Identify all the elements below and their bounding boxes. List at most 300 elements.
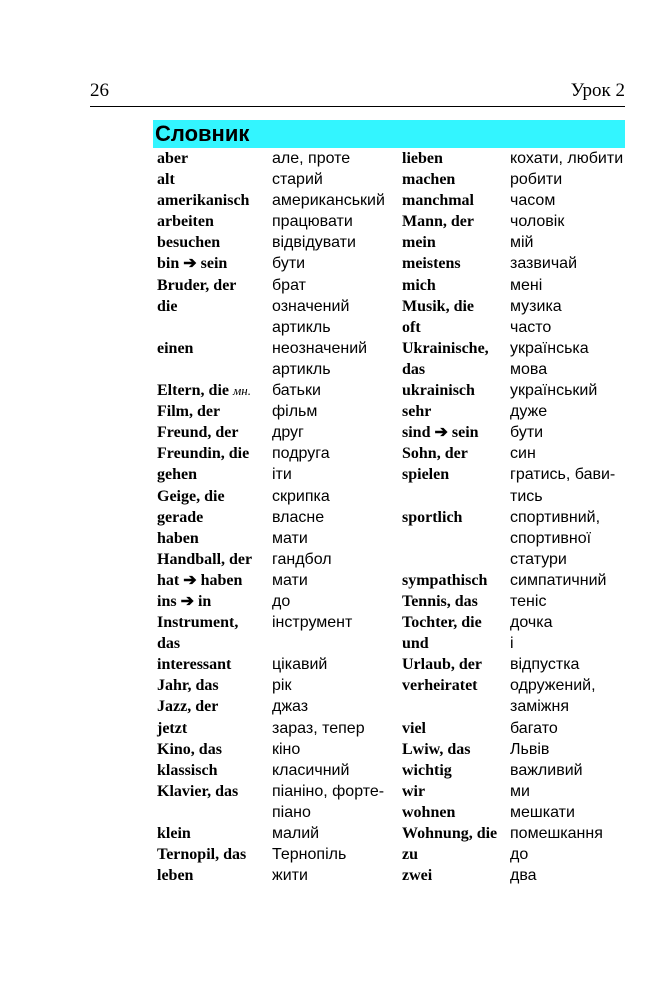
german-word: [398, 696, 506, 717]
vocabulary-row: [153, 296, 625, 317]
ukrainian-translation: [268, 169, 398, 190]
german-word: [398, 844, 506, 865]
german-word-text: besuchen: [157, 234, 221, 252]
ukrainian-translation-text: чоловік: [510, 213, 565, 231]
german-word: [153, 190, 268, 211]
german-word: [398, 486, 506, 507]
german-word-text: das: [157, 635, 181, 653]
ukrainian-translation: [268, 739, 398, 760]
german-word-text: Kino, das: [157, 740, 222, 758]
ukrainian-translation-text: мати: [272, 571, 308, 589]
ukrainian-translation-text: гандбол: [272, 550, 332, 568]
ukrainian-translation: [268, 718, 398, 739]
ukrainian-translation: [506, 275, 625, 296]
german-word: [398, 865, 506, 886]
vocabulary-row: [153, 781, 625, 802]
german-word-text: Ternopil, das: [157, 846, 247, 864]
ukrainian-translation: [268, 591, 398, 612]
german-word-text: Sohn, der: [402, 445, 468, 463]
german-word: [153, 675, 268, 696]
german-word-text: manchmal: [402, 192, 474, 210]
ukrainian-translation-text: цікавий: [272, 656, 328, 674]
german-word-text: und: [402, 635, 429, 653]
ukrainian-translation-text: симпатичний: [510, 571, 607, 589]
ukrainian-translation: [506, 675, 625, 696]
ukrainian-translation-text: малий: [272, 825, 320, 842]
vocabulary-row: [153, 169, 625, 190]
vocabulary-row: [153, 570, 625, 591]
ukrainian-translation-text: мова: [510, 360, 548, 378]
ukrainian-translation-text: американський: [272, 192, 385, 210]
ukrainian-translation: [268, 211, 398, 232]
german-word: [153, 253, 268, 274]
ukrainian-translation-text: відвідувати: [272, 234, 356, 252]
german-word: [153, 338, 268, 359]
vocabulary-row: [153, 739, 625, 760]
ukrainian-translation: [268, 317, 398, 338]
ukrainian-translation-text: іти: [272, 466, 292, 484]
german-word: [153, 211, 268, 232]
ukrainian-translation: [506, 549, 625, 570]
german-word-text: alt: [157, 171, 175, 189]
ukrainian-translation-text: класичний: [272, 761, 350, 779]
german-word: [153, 739, 268, 760]
german-word: [153, 612, 268, 633]
ukrainian-translation: [506, 802, 625, 823]
ukrainian-translation-text: зараз, тепер: [272, 719, 365, 737]
german-word-text: Freund, der: [157, 424, 239, 442]
ukrainian-translation-text: дуже: [510, 403, 548, 421]
ukrainian-translation-text: батьки: [272, 382, 321, 400]
german-word: [153, 549, 268, 570]
vocabulary-row: [153, 865, 625, 886]
german-word-text: Tennis, das: [402, 592, 478, 610]
german-word: [398, 190, 506, 211]
vocabulary-table-body: [153, 148, 625, 886]
ukrainian-translation-text: але, проте: [272, 150, 351, 167]
ukrainian-translation: [506, 422, 625, 443]
german-word: [153, 633, 268, 654]
german-word-text: wichtig: [402, 761, 452, 779]
german-word: [398, 443, 506, 464]
ukrainian-translation-text: до: [272, 592, 291, 610]
german-word: [153, 359, 268, 380]
vocabulary-row: [153, 211, 625, 232]
vocabulary-row: [153, 528, 625, 549]
german-word-text: Handball, der: [157, 550, 253, 568]
ukrainian-translation-text: часто: [510, 318, 552, 336]
vocabulary-row: [153, 443, 625, 464]
german-word: [398, 612, 506, 633]
german-word-text: gerade: [157, 508, 204, 526]
ukrainian-translation: [506, 507, 625, 528]
german-word: [398, 591, 506, 612]
german-word: [153, 296, 268, 317]
german-word-text: mich: [402, 276, 436, 294]
ukrainian-translation-text: власне: [272, 508, 325, 526]
ukrainian-translation: [506, 464, 625, 485]
ukrainian-translation-text: два: [510, 867, 537, 885]
german-word: [398, 169, 506, 190]
german-word-text: die: [157, 297, 178, 315]
ukrainian-translation: [268, 380, 398, 401]
german-word-text: Ukrainische,: [402, 339, 489, 357]
ukrainian-translation-text: мати: [272, 529, 308, 547]
german-word-text: viel: [402, 719, 426, 737]
german-word-text: amerikanisch: [157, 192, 250, 210]
ukrainian-translation-text: неозначений: [272, 339, 368, 357]
ukrainian-translation-text: Тернопіль: [272, 846, 347, 864]
german-word: [153, 528, 268, 549]
german-word: [398, 338, 506, 359]
vocabulary-row: [153, 253, 625, 274]
vocabulary-row: [153, 675, 625, 696]
ukrainian-translation: [506, 443, 625, 464]
german-word: [398, 359, 506, 380]
german-word: [153, 401, 268, 422]
vocabulary-row: [153, 654, 625, 675]
german-word-text: spielen: [402, 466, 450, 484]
german-word-text: Bruder, der: [157, 276, 237, 294]
ukrainian-translation-text: скрипка: [272, 487, 330, 505]
ukrainian-translation-text: означений: [272, 297, 350, 315]
german-word-text: Tochter, die: [402, 614, 482, 632]
ukrainian-translation-text: ми: [510, 782, 530, 800]
ukrainian-translation-text: теніс: [510, 592, 547, 610]
vocabulary-table: [153, 148, 625, 886]
ukrainian-translation: [506, 232, 625, 253]
german-word: [398, 633, 506, 654]
ukrainian-translation-text: відпустка: [510, 656, 580, 674]
ukrainian-translation-text: спортивний,: [510, 508, 601, 526]
german-word: [153, 591, 268, 612]
german-word: [398, 739, 506, 760]
german-word-text: verheiratet: [402, 677, 478, 695]
vocabulary-row: [153, 464, 625, 485]
ukrainian-translation-text: фільм: [272, 403, 318, 421]
german-word-text: Musik, die: [402, 297, 475, 315]
ukrainian-translation: [268, 802, 398, 823]
ukrainian-translation: [268, 422, 398, 443]
ukrainian-translation-text: часом: [510, 192, 556, 210]
german-word: [153, 844, 268, 865]
german-word-text: jetzt: [157, 719, 188, 737]
ukrainian-translation-text: бути: [510, 424, 544, 442]
ukrainian-translation-text: мешкати: [510, 803, 575, 821]
german-word-text: ukrainisch: [402, 382, 475, 400]
ukrainian-translation: [506, 654, 625, 675]
ukrainian-translation-text: гратись, бави-: [510, 466, 616, 484]
ukrainian-translation: [268, 296, 398, 317]
ukrainian-translation-text: музика: [510, 297, 562, 315]
vocabulary-row: [153, 338, 625, 359]
ukrainian-translation-text: робити: [510, 171, 563, 189]
german-word: [153, 781, 268, 802]
german-word: [398, 570, 506, 591]
german-word: [153, 443, 268, 464]
german-word-text: zwei: [402, 867, 433, 885]
vocabulary-row: [153, 507, 625, 528]
ukrainian-translation-text: одружений,: [510, 677, 596, 695]
page-number: 26: [90, 80, 109, 101]
german-word: [398, 507, 506, 528]
ukrainian-translation: [506, 696, 625, 717]
ukrainian-translation-text: помешкання: [510, 825, 603, 842]
german-word-text: Jahr, das: [157, 677, 219, 695]
german-word-text: Instrument,: [157, 614, 239, 632]
ukrainian-translation: [268, 844, 398, 865]
german-word-text: gehen: [157, 466, 197, 484]
german-word: [153, 823, 268, 844]
german-word: [153, 317, 268, 338]
german-word-text: Mann, der: [402, 213, 474, 231]
ukrainian-translation: [506, 169, 625, 190]
ukrainian-translation-text: джаз: [272, 698, 309, 716]
ukrainian-translation: [506, 338, 625, 359]
german-word: [153, 570, 268, 591]
ukrainian-translation: [268, 654, 398, 675]
ukrainian-translation: [506, 211, 625, 232]
ukrainian-translation: [268, 549, 398, 570]
vocabulary-row: [153, 591, 625, 612]
ukrainian-translation-text: старий: [272, 171, 323, 189]
german-word-text: aber: [157, 150, 189, 167]
lesson-label: Урок 2: [570, 80, 625, 101]
german-word-text: wohnen: [402, 803, 456, 821]
vocabulary-row: [153, 190, 625, 211]
german-word-text: hat ➔ haben: [157, 571, 243, 589]
german-word-text: Film, der: [157, 403, 221, 421]
ukrainian-translation: [506, 612, 625, 633]
vocabulary-row: [153, 401, 625, 422]
vocabulary-row: [153, 633, 625, 654]
german-word: [153, 380, 268, 401]
vocabulary-row: [153, 422, 625, 443]
ukrainian-translation: [268, 464, 398, 485]
ukrainian-translation-text: мені: [510, 276, 543, 294]
ukrainian-translation: [268, 823, 398, 844]
german-word-text: sind ➔ sein: [402, 424, 479, 442]
german-word: [153, 232, 268, 253]
ukrainian-translation: [268, 612, 398, 633]
german-word-text: leben: [157, 867, 194, 885]
german-word-text: Urlaub, der: [402, 656, 482, 674]
ukrainian-translation: [506, 253, 625, 274]
ukrainian-translation: [268, 675, 398, 696]
german-word-text: Geige, die: [157, 487, 225, 505]
german-word: [398, 781, 506, 802]
ukrainian-translation: [268, 190, 398, 211]
ukrainian-translation-text: важливий: [510, 761, 583, 779]
ukrainian-translation-text: працювати: [272, 213, 353, 231]
vocabulary-title: Словник: [155, 121, 250, 146]
german-word-text: Freundin, die: [157, 445, 250, 463]
german-word: [153, 486, 268, 507]
german-word: [153, 718, 268, 739]
vocabulary-banner: [153, 120, 625, 148]
german-word-text: wir: [402, 782, 426, 800]
ukrainian-translation: [506, 296, 625, 317]
german-word-text: meistens: [402, 255, 461, 273]
ukrainian-translation: [506, 190, 625, 211]
german-word-text: mein: [402, 234, 436, 252]
german-word: [153, 422, 268, 443]
german-word-text: sehr: [402, 403, 432, 421]
ukrainian-translation-text: бути: [272, 255, 306, 273]
ukrainian-translation-text: артикль: [272, 318, 331, 336]
vocabulary-row: [153, 760, 625, 781]
ukrainian-translation-text: зазвичай: [510, 255, 577, 273]
german-word-text: bin ➔ sein: [157, 255, 228, 273]
ukrainian-translation-text: рік: [272, 677, 292, 695]
german-word-text: machen: [402, 171, 456, 189]
german-word: [398, 823, 506, 844]
ukrainian-translation-text: піаніно, форте-: [272, 782, 385, 800]
german-word-text: zu: [402, 846, 418, 864]
ukrainian-translation: [506, 570, 625, 591]
german-word: [398, 148, 506, 169]
ukrainian-translation-text: українська: [510, 339, 589, 357]
vocabulary-row: [153, 380, 625, 401]
ukrainian-translation-text: піано: [272, 803, 311, 821]
ukrainian-translation: [506, 401, 625, 422]
vocabulary-row: [153, 696, 625, 717]
vocabulary-row: [153, 232, 625, 253]
ukrainian-translation-text: статури: [510, 550, 567, 568]
ukrainian-translation: [268, 528, 398, 549]
ukrainian-translation-text: Львів: [510, 740, 550, 758]
ukrainian-translation: [506, 380, 625, 401]
ukrainian-translation: [268, 760, 398, 781]
german-word-text: sympathisch: [402, 571, 488, 589]
german-word: [398, 380, 506, 401]
ukrainian-translation: [506, 844, 625, 865]
ukrainian-translation: [268, 232, 398, 253]
german-word-text: klein: [157, 825, 191, 842]
german-word-text: lieben: [402, 150, 443, 167]
ukrainian-translation-text: багато: [510, 719, 558, 737]
vocabulary-row: [153, 148, 625, 169]
vocabulary-row: [153, 718, 625, 739]
vocabulary-row: [153, 612, 625, 633]
german-word: [398, 317, 506, 338]
german-word-text: arbeiten: [157, 213, 214, 231]
german-word: [398, 802, 506, 823]
ukrainian-translation-text: син: [510, 445, 536, 463]
german-word: [398, 275, 506, 296]
ukrainian-translation: [268, 359, 398, 380]
german-word: [398, 675, 506, 696]
german-word: [398, 760, 506, 781]
german-word-text: Wohnung, die: [402, 825, 498, 842]
ukrainian-translation: [268, 253, 398, 274]
ukrainian-translation-text: український: [510, 382, 598, 400]
german-word: [398, 718, 506, 739]
ukrainian-translation: [506, 739, 625, 760]
ukrainian-translation-text: спортивної: [510, 529, 592, 547]
german-word-text: Lwiw, das: [402, 740, 471, 758]
german-word-text: ins ➔ in: [157, 592, 212, 610]
german-word: [398, 232, 506, 253]
ukrainian-translation: [506, 317, 625, 338]
ukrainian-translation: [268, 443, 398, 464]
german-word: [153, 148, 268, 169]
ukrainian-translation-text: артикль: [272, 360, 331, 378]
ukrainian-translation: [268, 148, 398, 169]
ukrainian-translation: [268, 781, 398, 802]
ukrainian-translation: [506, 528, 625, 549]
vocabulary-row: [153, 823, 625, 844]
ukrainian-translation: [506, 486, 625, 507]
german-word-text: einen: [157, 339, 194, 357]
ukrainian-translation: [268, 633, 398, 654]
vocabulary-row: [153, 802, 625, 823]
vocabulary-row: [153, 549, 625, 570]
ukrainian-translation: [506, 718, 625, 739]
german-word: [398, 549, 506, 570]
german-word: [153, 275, 268, 296]
german-word: [398, 528, 506, 549]
ukrainian-translation-text: кіно: [272, 740, 301, 758]
ukrainian-translation: [268, 486, 398, 507]
ukrainian-translation: [268, 275, 398, 296]
ukrainian-translation: [268, 507, 398, 528]
german-word-text: sportlich: [402, 508, 463, 526]
ukrainian-translation: [268, 696, 398, 717]
german-word: [153, 696, 268, 717]
ukrainian-translation-text: і: [510, 635, 514, 653]
ukrainian-translation: [506, 781, 625, 802]
ukrainian-translation: [506, 633, 625, 654]
vocabulary-row: [153, 317, 625, 338]
ukrainian-translation: [506, 760, 625, 781]
ukrainian-translation: [268, 865, 398, 886]
german-word: [153, 464, 268, 485]
german-word-text: Klavier, das: [157, 782, 239, 800]
ukrainian-translation-text: дочка: [510, 614, 553, 632]
german-word-text: Eltern, die: [157, 382, 229, 400]
german-word-text: haben: [157, 529, 199, 547]
vocabulary-row: [153, 844, 625, 865]
vocabulary-row: [153, 359, 625, 380]
german-word-text: Jazz, der: [157, 698, 219, 716]
ukrainian-translation: [506, 591, 625, 612]
german-word: [398, 464, 506, 485]
ukrainian-translation: [268, 338, 398, 359]
german-word: [153, 865, 268, 886]
ukrainian-translation-text: мій: [510, 234, 534, 252]
german-word-text: das: [402, 360, 426, 378]
german-word: [153, 654, 268, 675]
german-word: [398, 296, 506, 317]
ukrainian-translation-text: подруга: [272, 445, 330, 463]
german-word: [153, 169, 268, 190]
ukrainian-translation-text: заміжня: [510, 698, 569, 716]
plural-note: мн.: [233, 383, 251, 399]
ukrainian-translation-text: до: [510, 846, 529, 864]
german-word: [153, 760, 268, 781]
ukrainian-translation: [268, 570, 398, 591]
german-word: [398, 401, 506, 422]
ukrainian-translation: [268, 401, 398, 422]
vocabulary-row: [153, 275, 625, 296]
german-word-text: klassisch: [157, 761, 218, 779]
ukrainian-translation: [506, 823, 625, 844]
ukrainian-translation-text: кохати, любити: [510, 150, 624, 167]
ukrainian-translation: [506, 148, 625, 169]
vocabulary-row: [153, 486, 625, 507]
ukrainian-translation-text: інструмент: [272, 614, 353, 632]
